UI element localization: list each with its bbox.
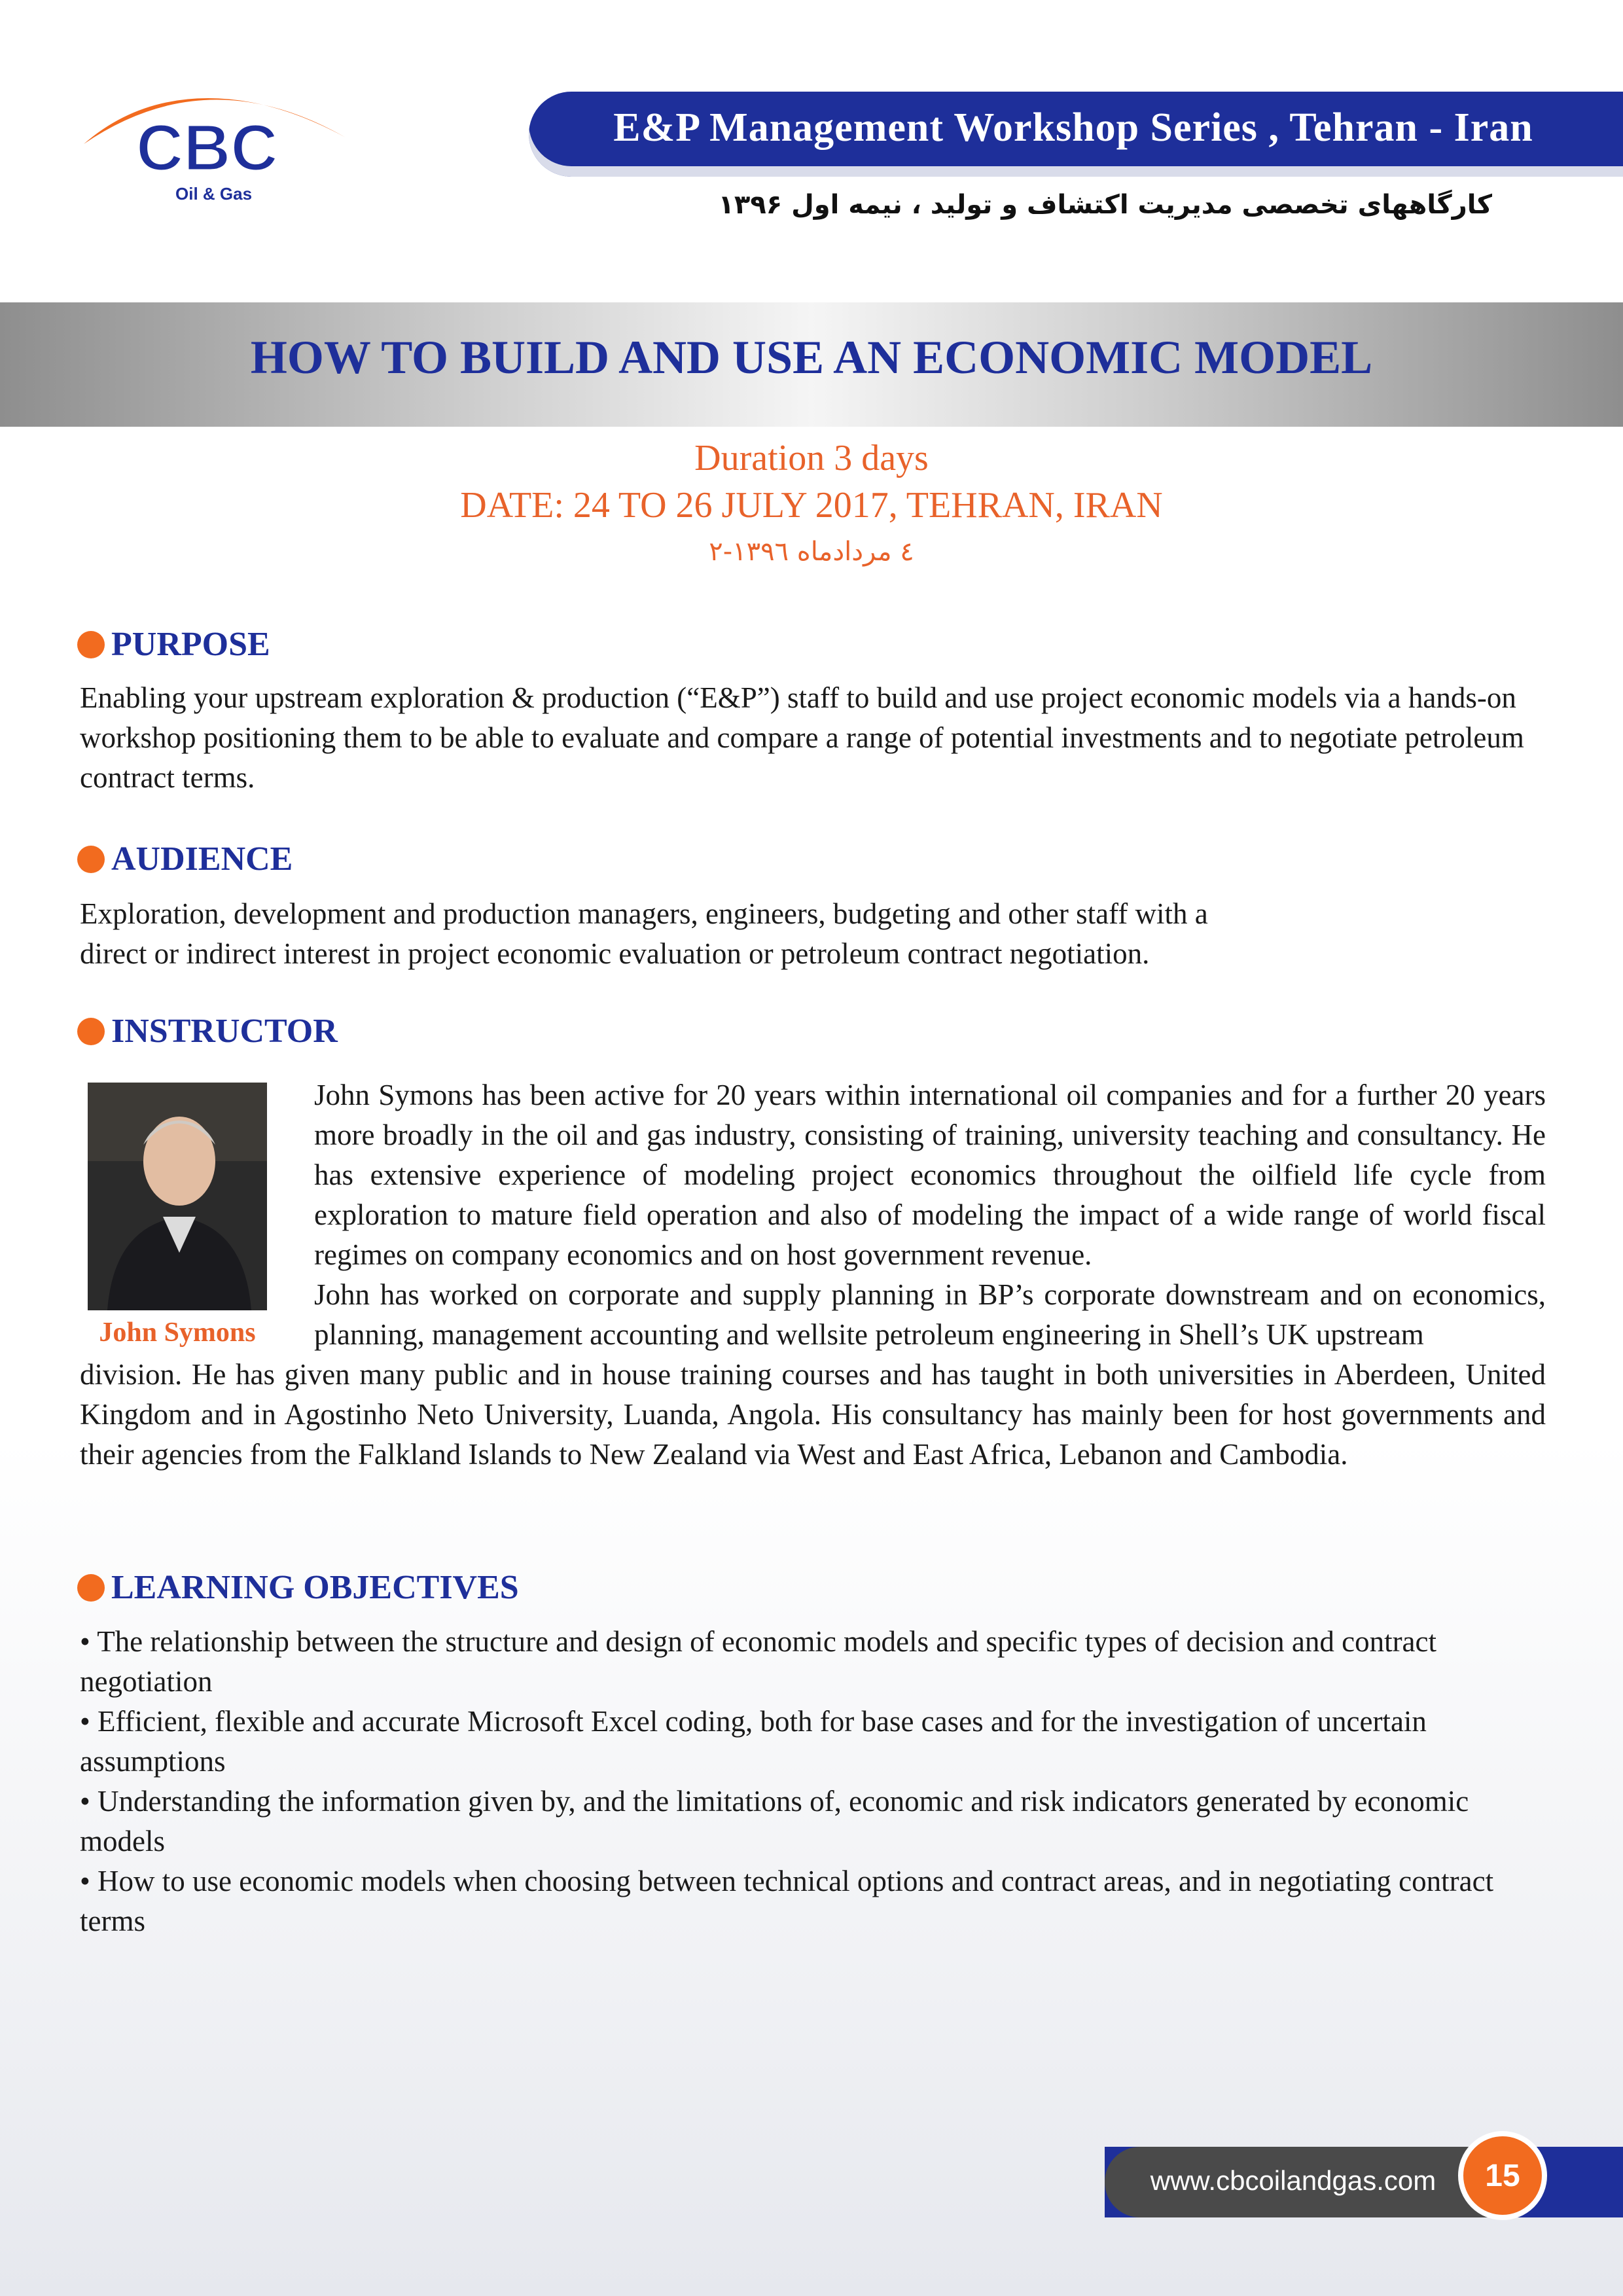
orange-bullet-icon bbox=[77, 1574, 105, 1602]
objectives-heading-label: LEARNING OBJECTIVES bbox=[111, 1569, 519, 1606]
orange-bullet-icon bbox=[77, 1018, 105, 1045]
orange-bullet-icon bbox=[77, 846, 105, 873]
list-item: • Understanding the information given by, and the limitations of, economic and risk indicators generated by economic models bbox=[80, 1785, 1469, 1857]
orange-bullet-icon bbox=[77, 631, 105, 658]
list-item: • How to use economic models when choosing between technical options and contract areas, and in negotiating contract terms bbox=[80, 1865, 1494, 1937]
svg-text:CBC: CBC bbox=[136, 111, 278, 185]
persian-subtitle: کارگاههای تخصصی مدیریت اکتشاف و تولید ، نیمه اول ۱۳۹۶ bbox=[718, 190, 1492, 220]
objectives-list bbox=[80, 1622, 1533, 1941]
cbc-logo bbox=[77, 72, 352, 209]
series-title: E&P Management Workshop Series , Tehran - Iran bbox=[613, 105, 1533, 150]
svg-text:Oil & Gas: Oil & Gas bbox=[175, 184, 253, 204]
instructor-name: John Symons bbox=[99, 1318, 256, 1348]
instructor-photo bbox=[88, 1083, 267, 1310]
audience-line-1: Exploration, development and production managers, engineers, budgeting and other staff with a bbox=[80, 897, 1208, 930]
page-number: 15 bbox=[1458, 2131, 1547, 2220]
page-title: HOW TO BUILD AND USE AN ECONOMIC MODEL bbox=[250, 331, 1373, 384]
list-item: • The relationship between the structure and design of economic models and specific types of decision and contract negotiation bbox=[80, 1625, 1437, 1698]
instructor-bio bbox=[314, 1075, 1546, 1355]
instructor-bio-continued: division. He has given many public and in house training courses and has taught in both universities in Aberdeen, United Kingdom and in Agostinho Neto University, Luanda, Angola. His consultancy has mainly been for host governments and their agencies from the Falkland Islands to New Zealand via West and East Africa, Lebanon and Cambodia. bbox=[80, 1358, 1546, 1471]
duration: Duration 3 days bbox=[694, 438, 929, 478]
instructor-heading bbox=[77, 1012, 338, 1050]
website-link[interactable]: www.cbcoilandgas.com bbox=[1150, 2165, 1436, 2196]
purpose-text: Enabling your upstream exploration & production (“E&P”) staff to build and use project economic models via a hands-on workshop positioning them to be able to evaluate and compare a range of potential investments and to negotiate petroleum contract terms. bbox=[80, 681, 1524, 794]
audience-heading-label: AUDIENCE bbox=[111, 840, 293, 878]
objectives-heading bbox=[77, 1568, 519, 1607]
list-item: • Efficient, flexible and accurate Microsoft Excel coding, both for base cases and for the investigation of uncertain assumptions bbox=[80, 1705, 1427, 1778]
purpose-heading bbox=[77, 625, 270, 664]
persian-date: ۲-٤ مردادماه ۱۳۹٦ bbox=[709, 537, 914, 567]
purpose-heading-label: PURPOSE bbox=[111, 626, 270, 663]
instructor-bio-1: John Symons has been active for 20 years within international oil companies and for a further 20 years more broadly in the oil and gas industry, consisting of training, university teaching and consultancy. He has extensive experience of modeling project economics throughout the oilfield life cycle from exploration to mature field operation and also of modeling the impact of a wide range of world fiscal regimes on company economics and on host government revenue. bbox=[314, 1079, 1546, 1271]
event-date: DATE: 24 TO 26 JULY 2017, TEHRAN, IRAN bbox=[460, 485, 1163, 526]
audience-line-2: direct or indirect interest in project economic evaluation or petroleum contract negotiation. bbox=[80, 937, 1150, 970]
audience-text bbox=[80, 894, 1546, 974]
audience-heading bbox=[77, 840, 293, 878]
instructor-bio-2: John has worked on corporate and supply planning in BP’s corporate downstream and on economics, planning, management accounting and wellsite petroleum engineering in Shell’s UK upstream bbox=[314, 1278, 1546, 1351]
instructor-heading-label: INSTRUCTOR bbox=[111, 1013, 338, 1050]
